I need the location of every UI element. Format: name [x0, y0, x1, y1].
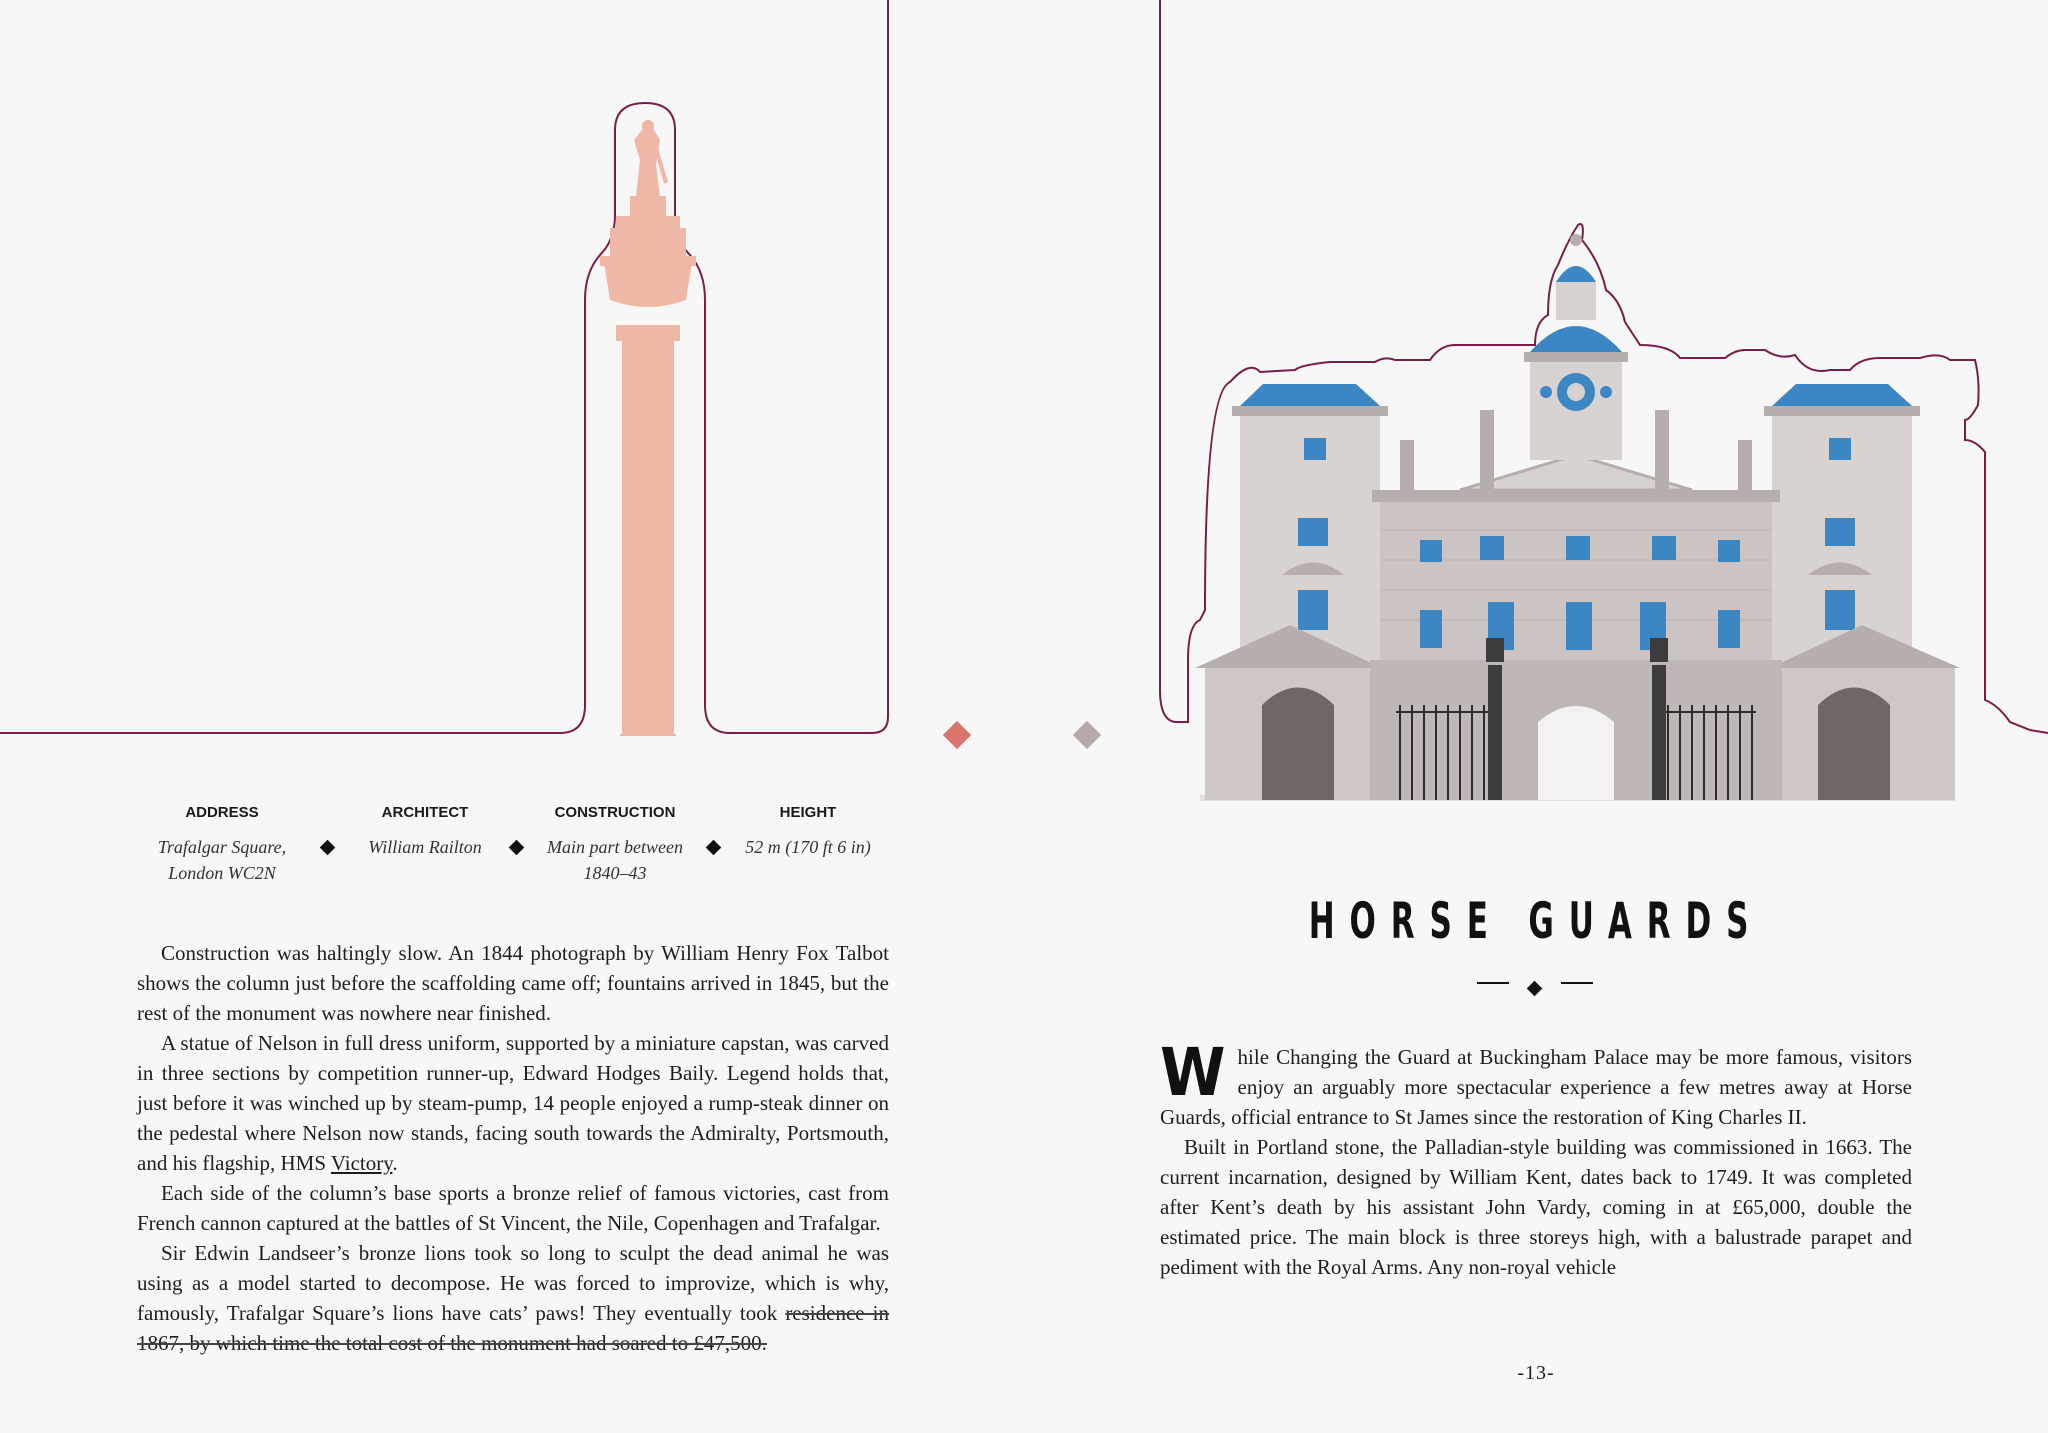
stat-value-construction-line2: 1840–43 [583, 863, 647, 883]
stat-label-construction: CONSTRUCTION [554, 804, 676, 821]
body-paragraph: Construction was haltingly slow. An 1844 photograph by William Henry Fox Talbot shows the column just before the scaffolding came off; fountains arrived in 1845, but the rest of the monument was nowhere near finished. [137, 941, 889, 1025]
page-number: -13- [1517, 1362, 1555, 1384]
stat-value-address-line1: Trafalgar Square, [157, 837, 287, 857]
stat-value-construction [540, 834, 690, 886]
left-cutline [0, 0, 888, 733]
stat-value-construction-line1: Main part between [547, 837, 683, 857]
struck-text: residence in 1867, by which time the total cost of the monument had soared to £47,500. [137, 1301, 889, 1355]
body-paragraph [137, 1238, 889, 1358]
body-paragraph-text: A statue of Nelson in full dress uniform, supported by a miniature capstan, was carved in three sections by competition runner-up, Edward Hodges Baily. Legend holds that, just before it was winched up by steam-pump, 14 people enjoyed a rump-steak dinner on the pedestal where Nelson now stands, facing south towards the Admiralty, Portsmouth, and his flagship, HMS [137, 1031, 889, 1175]
stat-value-address [147, 834, 297, 886]
title-rule-left [1477, 982, 1509, 984]
body-paragraph [137, 1028, 889, 1178]
left-page-body [137, 938, 889, 1358]
right-page-diamond [1073, 721, 1101, 749]
page-title: HORSE GUARDS [1308, 892, 1764, 950]
stat-value-architect-line1: William Railton [368, 837, 482, 857]
title-rule-right [1561, 982, 1593, 984]
stat-label-architect: ARCHITECT [381, 804, 469, 821]
stat-value-height-line1: 52 m (170 ft 6 in) [745, 837, 871, 857]
body-paragraph-text: Sir Edwin Landseer’s bronze lions took so long to sculpt the dead animal he was using as a model started to decompose. He was forced to improvize, which is why, famously, Trafalgar Square’s lions have cats’ paws! They eventually took [137, 1241, 889, 1325]
right-page-body [1160, 1034, 1912, 1282]
stat-label-address: ADDRESS [185, 804, 259, 821]
body-paragraph-end: . [392, 1151, 398, 1175]
body-paragraph-text: hile Changing the Guard at Buckingham Palace may be more famous, visitors enjoy an arguably more spectacular experience a few metres away at Horse Guards, official entrance to St James since the restoration of King Charles II. [1160, 1045, 1912, 1129]
stat-label-height: HEIGHT [779, 804, 837, 821]
stat-value-address-line2: London WC2N [168, 863, 276, 883]
body-paragraph [1160, 1034, 1912, 1132]
stat-value-architect [350, 834, 500, 860]
stat-value-height [733, 834, 883, 860]
body-paragraph: Built in Portland stone, the Palladian-style building was commissioned in 1663. The current incarnation, designed by William Kent, dates back to 1749. It was completed after Kent’s death by his assistant John Vardy, coming in at £65,000, double the estimated price. The main block is three storeys high, with a balustrade parapet and pediment with the Royal Arms. Any non-royal vehicle [1160, 1135, 1912, 1279]
drop-cap: W [1160, 1034, 1226, 1111]
body-paragraph: Each side of the column’s base sports a bronze relief of famous victories, cast from French cannon captured at the battles of St Vincent, the Nile, Copenhagen and Trafalgar. [137, 1181, 889, 1235]
left-page-diamond [943, 721, 971, 749]
horse-guards-illustration [1195, 234, 1960, 801]
ship-name: Victory [330, 1151, 393, 1175]
